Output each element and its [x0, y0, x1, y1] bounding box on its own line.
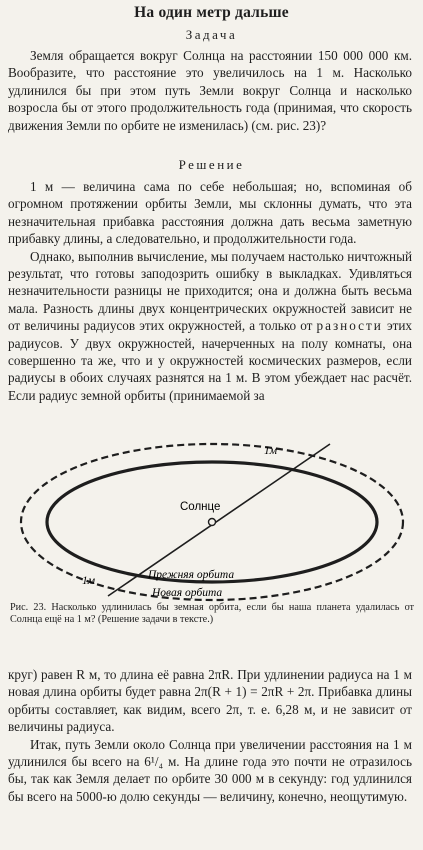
- solution-continuation-block: [8, 666, 412, 805]
- solution-paragraph-2: [8, 248, 412, 405]
- orbit-figure: [0, 418, 423, 618]
- figure-caption: Рис. 23. Насколько удлинилась бы земная орбита, если бы наша планета удалилась от Солнца ещё на 1 м? (Решение задачи в тексте.): [10, 602, 414, 626]
- sun-label: Солнце: [180, 501, 221, 513]
- task-heading: Задача: [185, 27, 238, 42]
- solution-text-block: [8, 178, 412, 404]
- solution-paragraph-2-part-b: этих радиусов. У двух окружностей, начерченных на полу комнаты, она совершенно та же, что и у окружностей космических размеров, если радиусы в обоих случаях разнятся на 1 м. В этом убеждает нас расчёт. Если радиус земной орбиты (принимаемой за: [8, 318, 413, 403]
- old-orbit-label: Прежняя орбита: [148, 569, 235, 581]
- solution-paragraph-3: круг) равен R м, то длина её равна 2πR. При удлинении радиуса на 1 м новая длина орбиты будет равна 2π(R + 1) = 2πR + 2π. Прибавка длины орбиты составляет, как видим, всего 2π, т. е. 6,28 м, и не зависит от величины радиуса.: [8, 667, 412, 735]
- spaced-emphasis-word: разности: [316, 318, 383, 334]
- task-text-block: [8, 47, 412, 134]
- new-orbit-label: Новая орбита: [152, 587, 223, 599]
- solution-paragraph-4: Итак, путь Земли около Солнца при увеличении расстояния на 1 м удлинился бы всего на 6¹/₄ м. На длине года это почти не отразилось бы, так как Земля делает по орбите 30 000 м в секунду: год удлинился бы всего на 5000-ю долю секунды — величину, конечно, неощутимую.: [8, 736, 412, 804]
- sun-icon: [209, 519, 216, 526]
- delta-label-bottom: 1м: [82, 575, 96, 587]
- solution-paragraph-2-part-a: Однако, выполнив вычисление, мы получаем настолько ничтожный результат, что готовы заподозрить ошибку в выкладках. Удивляться незначительности разницы не приходится; она и должна быть весьма мала. Разность длины двух концентрических окружностей зависит не от величины радиусов этих окружностей, а только от: [8, 248, 412, 334]
- task-paragraph: Земля обращается вокруг Солнца на расстоянии 150 000 000 км. Вообразите, что расстояние это увеличилось на 1 м. Насколько удлинился бы при этом путь Земли вокруг Солнца и насколько возросла бы от этого продолжительность года (принимая, что скорость движения Земли по орбите не изменилась) (см. рис. 23)?: [8, 48, 412, 133]
- solution-paragraph-1: 1 м — величина сама по себе небольшая; но, вспоминая об огромном протяжении орбиты Земли, мы склонны думать, что эта незначительная прибавка расстояния должна дать весьма заметную прибавку длины, а следовательно, и продолжительности года.: [8, 179, 412, 247]
- solution-heading: Решение: [178, 157, 245, 172]
- figure-caption-block: [10, 602, 414, 627]
- delta-label-top: 1м: [264, 445, 278, 457]
- page-title: На один метр дальше: [134, 4, 289, 21]
